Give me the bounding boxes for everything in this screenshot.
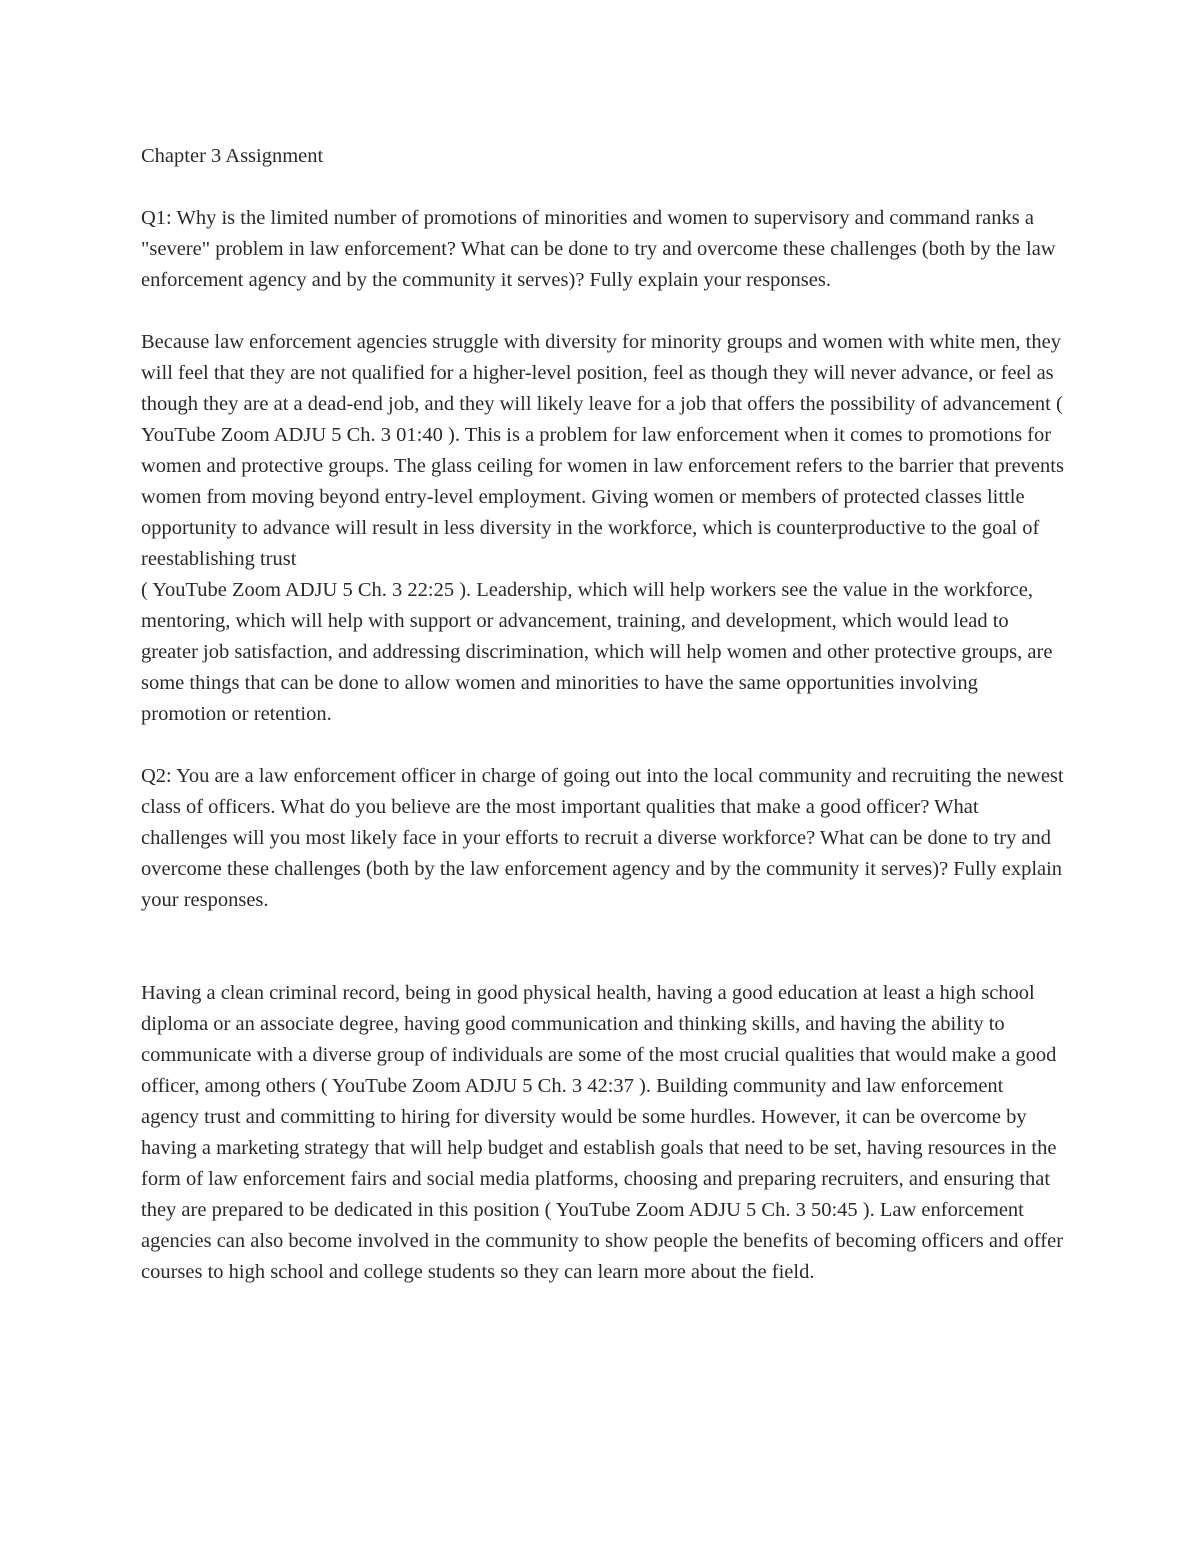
answer-1-paragraph-1: Because law enforcement agencies struggle with diversity for minority groups and women with white men, they will feel that they are not qualified for a higher-level position, feel as though they will never advance, or feel as though they are at a dead-end job, and they will likely leave for a job that offers the possibility of advancement ( YouTube Zoom ADJU 5 Ch. 3 01:40 ). This is a problem for law enforcement when it comes to promotions for women and protective groups. The glass ceiling for women in law enforcement refers to the barrier that prevents women from moving beyond entry-level employment. Giving women or members of protected classes little opportunity to advance will result in less diversity in the workforce, which is counterproductive to the goal of reestablishing trust xyxy=(141,331,1064,570)
answer-2: Having a clean criminal record, being in good physical health, having a good education at least a high school diploma or an associate degree, having good communication and thinking skills, and having the ability to communicate with a diverse group of individuals are some of the most crucial qualities that would make a good officer, among others ( YouTube Zoom ADJU 5 Ch. 3 42:37 ). Building community and law enforcement agency trust and committing to hiring for diversity would be some hurdles. However, it can be overcome by having a marketing strategy that will help budget and establish goals that need to be set, having resources in the form of law enforcement fairs and social media platforms, choosing and preparing recruiters, and ensuring that they are prepared to be dedicated in this position ( YouTube Zoom ADJU 5 Ch. 3 50:45 ). Law enforcement agencies can also become involved in the community to show people the benefits of becoming officers and offer courses to high school and college students so they can learn more about the field. xyxy=(141,982,1064,1283)
question-1: Q1: Why is the limited number of promotions of minorities and women to supervisory and command ranks a "severe" problem in law enforcement? What can be done to try and overcome these challenges (both by the law enforcement agency and by the community it serves)? Fully explain your responses. xyxy=(141,207,1056,291)
answer-1-paragraph-2: ( YouTube Zoom ADJU 5 Ch. 3 22:25 ). Leadership, which will help workers see the value in the workforce, mentoring, which will help with support or advancement, training, and development, which would lead to greater job satisfaction, and addressing discrimination, which will help women and other protective groups, are some things that can be done to allow women and minorities to have the same opportunities involving promotion or retention. xyxy=(141,579,1053,725)
document-body xyxy=(141,141,1066,1288)
question-2: Q2: You are a law enforcement officer in charge of going out into the local community and recruiting the newest class of officers. What do you believe are the most important qualities that make a good officer? What challenges will you most likely face in your efforts to recruit a diverse workforce? What can be done to try and overcome these challenges (both by the law enforcement agency and by the community it serves)? Fully explain your responses. xyxy=(141,765,1064,911)
document-title: Chapter 3 Assignment xyxy=(141,145,324,167)
